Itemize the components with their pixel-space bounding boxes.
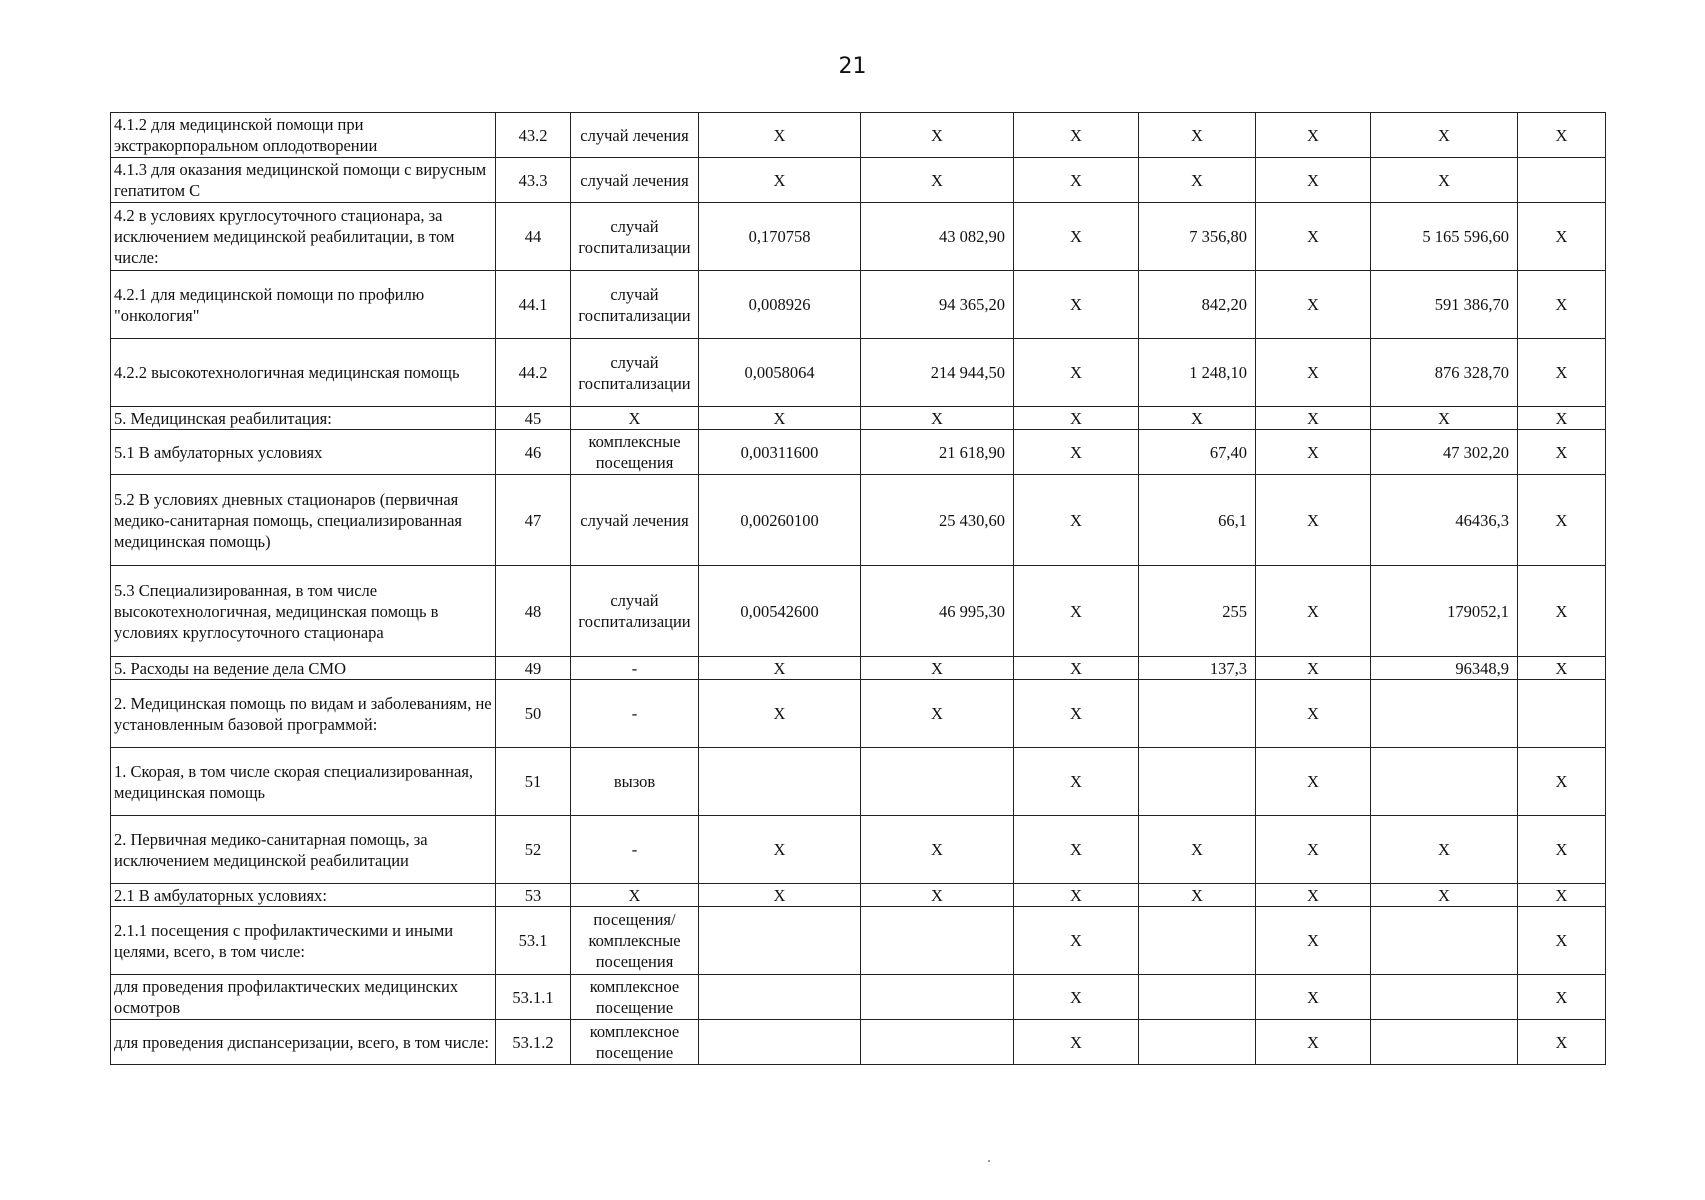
- cell-c7: 842,20: [1139, 271, 1256, 339]
- cell-c5: [861, 907, 1014, 975]
- cell-c6: X: [1014, 339, 1139, 407]
- cell-name: 2. Первичная медико-санитарная помощь, за исключением медицинской реабилитации: [111, 816, 496, 884]
- cell-name: 4.2.2 высокотехнологичная медицинская помощь: [111, 339, 496, 407]
- cell-c8: X: [1256, 113, 1371, 158]
- cell-c10: X: [1518, 884, 1606, 907]
- cell-c9: 179052,1: [1371, 566, 1518, 657]
- cell-c5: 214 944,50: [861, 339, 1014, 407]
- table-row: [111, 816, 1606, 884]
- cell-c9: X: [1371, 158, 1518, 203]
- table-row: [111, 475, 1606, 566]
- cell-c8: X: [1256, 657, 1371, 680]
- cell-c5: [861, 975, 1014, 1020]
- cell-c10: X: [1518, 430, 1606, 475]
- cell-c7: X: [1139, 407, 1256, 430]
- cell-c8: X: [1256, 975, 1371, 1020]
- cell-c4: X: [699, 158, 861, 203]
- cell-name: 4.1.3 для оказания медицинской помощи с вирусным гепатитом С: [111, 158, 496, 203]
- cell-c9: 876 328,70: [1371, 339, 1518, 407]
- table-row: [111, 907, 1606, 975]
- cell-c6: X: [1014, 407, 1139, 430]
- cell-c7: X: [1139, 158, 1256, 203]
- cell-code: 44.1: [496, 271, 571, 339]
- cell-c8: X: [1256, 907, 1371, 975]
- cell-c7: [1139, 748, 1256, 816]
- cell-c10: X: [1518, 113, 1606, 158]
- cell-c7: 255: [1139, 566, 1256, 657]
- cell-c10: [1518, 158, 1606, 203]
- cell-name: 4.2.1 для медицинской помощи по профилю "онкология": [111, 271, 496, 339]
- cell-code: 44: [496, 203, 571, 271]
- cell-c10: X: [1518, 566, 1606, 657]
- cell-c8: X: [1256, 407, 1371, 430]
- table-row: [111, 1020, 1606, 1065]
- cell-unit: случай лечения: [571, 113, 699, 158]
- cell-code: 45: [496, 407, 571, 430]
- cell-c5: 94 365,20: [861, 271, 1014, 339]
- cell-unit: случай госпитализации: [571, 271, 699, 339]
- cell-name: 5. Расходы на ведение дела СМО: [111, 657, 496, 680]
- cell-c4: X: [699, 407, 861, 430]
- cell-unit: комплексное посещение: [571, 975, 699, 1020]
- cell-c6: X: [1014, 475, 1139, 566]
- cell-c6: X: [1014, 884, 1139, 907]
- cell-c8: X: [1256, 339, 1371, 407]
- cell-c4: [699, 748, 861, 816]
- cell-unit: комплексное посещение: [571, 1020, 699, 1065]
- cell-c8: X: [1256, 158, 1371, 203]
- cell-c4: 0,170758: [699, 203, 861, 271]
- cell-c8: X: [1256, 680, 1371, 748]
- table-row: [111, 339, 1606, 407]
- cell-c4: 0,00260100: [699, 475, 861, 566]
- cell-unit: X: [571, 884, 699, 907]
- cell-name: 5.3 Специализированная, в том числе высокотехнологичная, медицинская помощь в условиях круглосуточного стационара: [111, 566, 496, 657]
- cell-code: 53.1.1: [496, 975, 571, 1020]
- cell-c9: 591 386,70: [1371, 271, 1518, 339]
- cell-unit: случай лечения: [571, 475, 699, 566]
- cell-c8: X: [1256, 816, 1371, 884]
- cell-code: 43.2: [496, 113, 571, 158]
- cell-c10: X: [1518, 1020, 1606, 1065]
- table-row: [111, 748, 1606, 816]
- cell-c7: [1139, 907, 1256, 975]
- cell-unit: посещения/комплексные посещения: [571, 907, 699, 975]
- cell-c6: X: [1014, 680, 1139, 748]
- cell-c5: X: [861, 657, 1014, 680]
- cell-unit: X: [571, 407, 699, 430]
- cell-name: для проведения профилактических медицинских осмотров: [111, 975, 496, 1020]
- cell-unit: случай госпитализации: [571, 203, 699, 271]
- cell-code: 53.1: [496, 907, 571, 975]
- cell-code: 52: [496, 816, 571, 884]
- cell-c7: X: [1139, 884, 1256, 907]
- cell-unit: -: [571, 816, 699, 884]
- cell-c8: X: [1256, 1020, 1371, 1065]
- cell-c9: X: [1371, 884, 1518, 907]
- cell-c10: [1518, 680, 1606, 748]
- table-row: [111, 884, 1606, 907]
- table-row: [111, 271, 1606, 339]
- cell-c6: X: [1014, 430, 1139, 475]
- cell-c6: X: [1014, 566, 1139, 657]
- cell-c8: X: [1256, 475, 1371, 566]
- cell-code: 51: [496, 748, 571, 816]
- data-table: [110, 112, 1606, 1065]
- scan-speck: [988, 1160, 990, 1162]
- cell-c5: 43 082,90: [861, 203, 1014, 271]
- cell-name: 2.1.1 посещения с профилактическими и иными целями, всего, в том числе:: [111, 907, 496, 975]
- cell-name: 2.1 В амбулаторных условиях:: [111, 884, 496, 907]
- cell-c10: X: [1518, 907, 1606, 975]
- cell-c6: X: [1014, 203, 1139, 271]
- cell-c7: [1139, 680, 1256, 748]
- cell-c8: X: [1256, 884, 1371, 907]
- cell-c4: 0,008926: [699, 271, 861, 339]
- cell-c5: 21 618,90: [861, 430, 1014, 475]
- cell-c9: 96348,9: [1371, 657, 1518, 680]
- cell-c9: [1371, 680, 1518, 748]
- cell-c5: X: [861, 884, 1014, 907]
- cell-c4: [699, 975, 861, 1020]
- cell-c7: 66,1: [1139, 475, 1256, 566]
- cell-c8: X: [1256, 271, 1371, 339]
- cell-c10: X: [1518, 975, 1606, 1020]
- cell-c10: X: [1518, 657, 1606, 680]
- cell-name: для проведения диспансеризации, всего, в том числе:: [111, 1020, 496, 1065]
- table-row: [111, 657, 1606, 680]
- cell-c4: X: [699, 680, 861, 748]
- cell-c9: [1371, 907, 1518, 975]
- cell-c10: X: [1518, 339, 1606, 407]
- cell-c10: X: [1518, 271, 1606, 339]
- table-row: [111, 158, 1606, 203]
- cell-c7: 7 356,80: [1139, 203, 1256, 271]
- cell-c4: X: [699, 884, 861, 907]
- table-row: [111, 203, 1606, 271]
- cell-unit: случай госпитализации: [571, 339, 699, 407]
- cell-code: 50: [496, 680, 571, 748]
- cell-c8: X: [1256, 430, 1371, 475]
- cell-c8: X: [1256, 203, 1371, 271]
- table-row: [111, 407, 1606, 430]
- cell-c10: X: [1518, 748, 1606, 816]
- cell-c5: 25 430,60: [861, 475, 1014, 566]
- cell-c10: X: [1518, 816, 1606, 884]
- cell-c9: [1371, 1020, 1518, 1065]
- table-body: [111, 113, 1606, 1065]
- cell-c7: 67,40: [1139, 430, 1256, 475]
- cell-c5: [861, 1020, 1014, 1065]
- cell-unit: -: [571, 657, 699, 680]
- cell-c6: X: [1014, 975, 1139, 1020]
- cell-code: 53: [496, 884, 571, 907]
- cell-c7: X: [1139, 816, 1256, 884]
- cell-c9: X: [1371, 407, 1518, 430]
- cell-c5: X: [861, 113, 1014, 158]
- cell-c6: X: [1014, 657, 1139, 680]
- cell-unit: вызов: [571, 748, 699, 816]
- cell-unit: случай госпитализации: [571, 566, 699, 657]
- cell-c9: X: [1371, 816, 1518, 884]
- cell-c9: X: [1371, 113, 1518, 158]
- cell-name: 4.2 в условиях круглосуточного стационара, за исключением медицинской реабилитации, в том числе:: [111, 203, 496, 271]
- cell-c8: X: [1256, 566, 1371, 657]
- cell-c10: X: [1518, 203, 1606, 271]
- table-row: [111, 113, 1606, 158]
- cell-c7: [1139, 1020, 1256, 1065]
- cell-c4: X: [699, 113, 861, 158]
- cell-c6: X: [1014, 1020, 1139, 1065]
- cell-c6: X: [1014, 271, 1139, 339]
- page-number: 21: [838, 54, 867, 79]
- cell-c7: 1 248,10: [1139, 339, 1256, 407]
- table-row: [111, 975, 1606, 1020]
- cell-c5: [861, 748, 1014, 816]
- cell-c9: [1371, 748, 1518, 816]
- table-row: [111, 680, 1606, 748]
- cell-c4: 0,00542600: [699, 566, 861, 657]
- cell-c6: X: [1014, 113, 1139, 158]
- cell-code: 43.3: [496, 158, 571, 203]
- cell-c4: 0,00311600: [699, 430, 861, 475]
- cell-c4: [699, 1020, 861, 1065]
- cell-unit: случай лечения: [571, 158, 699, 203]
- cell-name: 4.1.2 для медицинской помощи при экстракорпоральном оплодотворении: [111, 113, 496, 158]
- cell-code: 53.1.2: [496, 1020, 571, 1065]
- cell-name: 5.2 В условиях дневных стационаров (первичная медико-санитарная помощь, специализированная медицинская помощь): [111, 475, 496, 566]
- cell-name: 5. Медицинская реабилитация:: [111, 407, 496, 430]
- table-row: [111, 566, 1606, 657]
- cell-name: 1. Скорая, в том числе скорая специализированная, медицинская помощь: [111, 748, 496, 816]
- cell-c4: [699, 907, 861, 975]
- cell-code: 44.2: [496, 339, 571, 407]
- cell-c7: [1139, 975, 1256, 1020]
- cell-unit: -: [571, 680, 699, 748]
- cell-code: 48: [496, 566, 571, 657]
- cell-c9: 5 165 596,60: [1371, 203, 1518, 271]
- cell-unit: комплексные посещения: [571, 430, 699, 475]
- table-row: [111, 430, 1606, 475]
- cell-c8: X: [1256, 748, 1371, 816]
- cell-c5: X: [861, 816, 1014, 884]
- cell-c4: X: [699, 816, 861, 884]
- cell-c10: X: [1518, 475, 1606, 566]
- cell-c5: X: [861, 680, 1014, 748]
- cell-c5: X: [861, 158, 1014, 203]
- cell-c4: 0,0058064: [699, 339, 861, 407]
- cell-name: 2. Медицинская помощь по видам и заболеваниям, не установленным базовой программой:: [111, 680, 496, 748]
- cell-c7: 137,3: [1139, 657, 1256, 680]
- cell-name: 5.1 В амбулаторных условиях: [111, 430, 496, 475]
- cell-c9: 46436,3: [1371, 475, 1518, 566]
- cell-c4: X: [699, 657, 861, 680]
- cell-c5: X: [861, 407, 1014, 430]
- cell-c6: X: [1014, 158, 1139, 203]
- cell-c9: 47 302,20: [1371, 430, 1518, 475]
- cell-c7: X: [1139, 113, 1256, 158]
- cell-c6: X: [1014, 816, 1139, 884]
- cell-c6: X: [1014, 748, 1139, 816]
- cell-c6: X: [1014, 907, 1139, 975]
- cell-c9: [1371, 975, 1518, 1020]
- cell-code: 46: [496, 430, 571, 475]
- cell-code: 49: [496, 657, 571, 680]
- cell-code: 47: [496, 475, 571, 566]
- cell-c5: 46 995,30: [861, 566, 1014, 657]
- cell-c10: X: [1518, 407, 1606, 430]
